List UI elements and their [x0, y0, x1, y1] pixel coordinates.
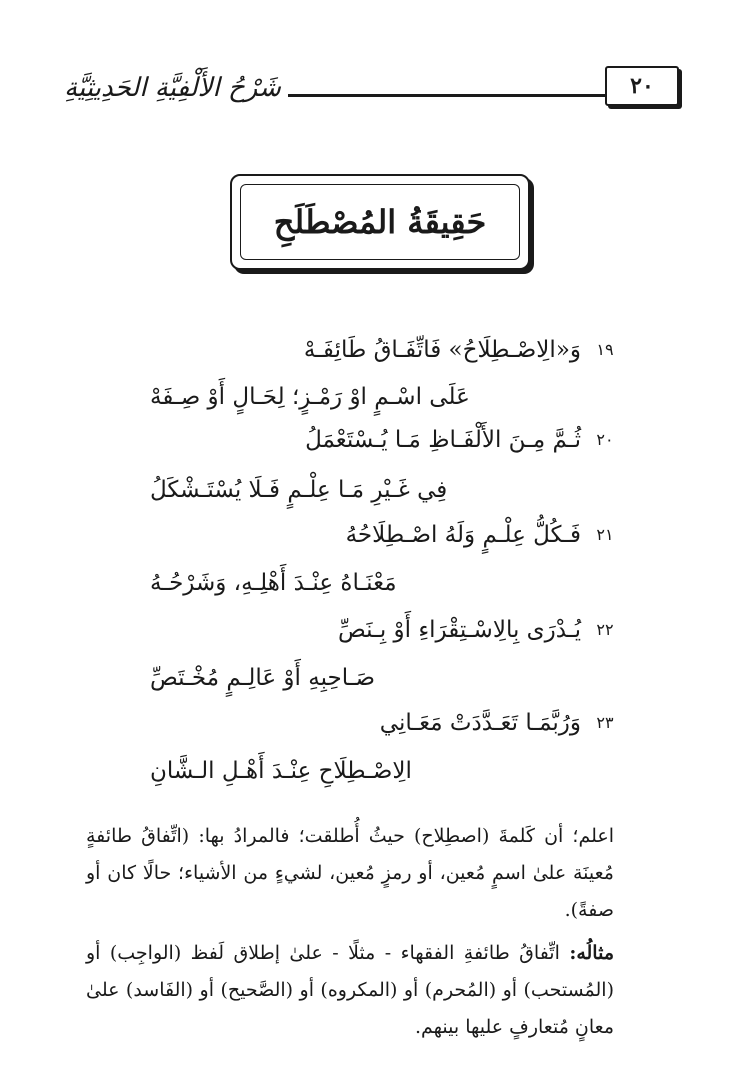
verse-second-hemistich: عَلَى اسْـمٍ اوْ رَمْـزٍ؛ لِحَـالٍ أَوْ صِـفَهْ — [150, 384, 470, 410]
verse-first-hemistich: وَرُبَّمَـا تَعَـدَّدَتْ مَعَـانِي — [379, 710, 581, 736]
verse-second-hemistich: فِي غَـيْرِ مَـا عِلْـمٍ فَـلَا يُسْتَـشْكَلُ — [150, 477, 448, 503]
verse-second-hemistich: مَعْنَـاهُ عِنْـدَ أَهْلِـهِ، وَشَرْحُـهُ — [150, 570, 397, 596]
verse-number: ٢٢ — [596, 620, 614, 639]
chapter-title: حَقِيقَةُ المُصْطَلَحِ — [273, 203, 487, 241]
book-title: شَرْحُ الأَلْفِيَّةِ الحَدِيثِيَّةِ — [64, 73, 281, 103]
verse-second-hemistich: صَـاحِبِهِ أَوْ عَالِـمٍ مُخْـتَصِّ — [150, 665, 376, 691]
commentary-paragraph — [86, 935, 614, 1046]
page-number: ٢٠ — [630, 73, 654, 99]
verse-first-hemistich: ثُـمَّ مِـنَ الأَلْفَـاظِ مَـا يُـسْتَعْمَلُ — [305, 427, 581, 453]
verse-number: ٢١ — [596, 525, 614, 544]
verse-first-hemistich: وَ«الِاصْـطِلَاحُ» فَاتِّفَـاقُ طَائِفَـهْ — [303, 337, 581, 363]
page-number-box — [605, 66, 679, 106]
verse-number: ٢٠ — [596, 430, 614, 449]
header-rule — [288, 94, 606, 97]
chapter-title-frame — [230, 174, 530, 270]
verse-first-hemistich: فَـكُلُّ عِلْـمٍ وَلَهُ اصْـطِلَاحُهُ — [345, 522, 581, 548]
example-label: مثالُه: — [569, 942, 615, 964]
verse-number: ٢٣ — [596, 713, 614, 732]
commentary-paragraph: اعلم؛ أن كَلمةَ (اصطِلاح) حيثُ أُطلقت؛ فالمرادُ بها: (اتِّفاقُ طائفةٍ مُعينَة علىٰ اسمٍ مُعين، أو رمزٍ مُعين، لشيءٍ من الأشياء؛ حالًا كان أو صفةً). — [86, 825, 614, 921]
verse-first-hemistich: يُـدْرَى بِالِاسْـتِقْرَاءِ أَوْ بِـنَصِّ — [337, 617, 581, 643]
chapter-title-inner-frame — [240, 184, 520, 260]
commentary — [86, 818, 614, 1052]
example-text: اتِّفاقُ طائفةِ الفقهاء - مثلًا - علىٰ إطلاق لَفظ (الواجِب) أو (المُستحب) أو (المُحرم) أو (المكروه) أو (الصَّحيح) أو (الفَاسد) علىٰ معانٍ مُتعارفٍ عليها بينهم. — [86, 942, 614, 1038]
verse-second-hemistich: الِاصْـطِلَاحِ عِنْـدَ أَهْـلِ الـشَّانِ — [150, 758, 412, 784]
verse-number: ١٩ — [596, 340, 614, 359]
